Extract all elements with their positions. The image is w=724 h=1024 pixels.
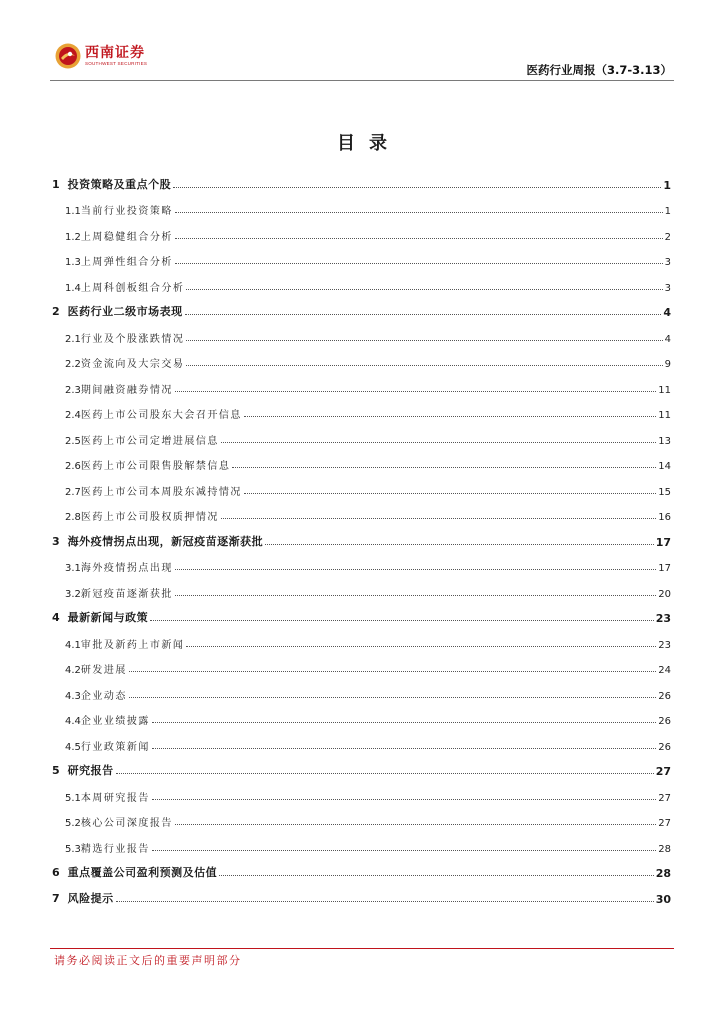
toc-leader-dots — [175, 595, 656, 596]
toc-entry-text: 上周弹性组合分析 — [80, 257, 173, 268]
toc-chapter-entry[interactable] — [50, 523, 671, 549]
toc-leader-dots — [116, 901, 654, 902]
toc-entry-text: 行业及个股涨跌情况 — [80, 333, 185, 345]
toc-leader-dots — [175, 569, 656, 570]
toc-chapter-entry[interactable] — [50, 880, 671, 906]
toc-entry-text: 投资策略及重点个股 — [67, 177, 172, 191]
toc-section-entry[interactable] — [50, 804, 671, 830]
toc-entry-number: 5.3 — [65, 843, 81, 855]
toc-page-number: 9 — [664, 359, 671, 370]
toc-entry-number: 6 — [52, 866, 60, 879]
header-divider — [50, 80, 674, 81]
toc-leader-dots — [175, 824, 656, 825]
toc-page-number: 27 — [655, 765, 671, 778]
toc-section-entry[interactable] — [50, 268, 671, 294]
toc-entry-text: 医药上市公司股权质押情况 — [80, 512, 219, 523]
toc-page-number: 20 — [658, 588, 671, 600]
toc-leader-dots — [265, 544, 654, 545]
toc-page-number: 14 — [658, 461, 671, 472]
toc-entry-number: 5.1 — [65, 792, 81, 804]
toc-page-number: 28 — [655, 867, 671, 880]
report-title: 医药行业周报（3.7-3.13） — [526, 63, 672, 77]
toc-entry-text: 重点覆盖公司盈利预测及估值 — [67, 866, 218, 879]
toc-entry-text: 海外疫情拐点出现，新冠疫苗逐渐获批 — [67, 534, 264, 548]
toc-entry-number: 2.7 — [65, 486, 81, 498]
toc-entry-number: 2.5 — [65, 435, 81, 447]
toc-chapter-entry[interactable] — [50, 753, 671, 779]
toc-leader-dots — [244, 416, 656, 417]
toc-entry-number: 4.4 — [65, 716, 81, 727]
toc-entry-label — [65, 432, 221, 447]
toc-page-number: 16 — [658, 512, 671, 523]
toc-leader-dots — [219, 875, 654, 876]
toc-page-number: 2 — [664, 231, 671, 243]
toc-entry-number: 4.3 — [65, 690, 81, 702]
toc-entry-text: 行业政策新闻 — [80, 741, 150, 753]
toc-entry-number: 4 — [52, 611, 60, 624]
toc-leader-dots — [152, 748, 656, 749]
toc-page-number: 17 — [658, 563, 671, 574]
toc-entry-label — [65, 253, 175, 268]
toc-entry-label — [65, 687, 129, 702]
toc-section-entry[interactable] — [50, 549, 671, 575]
toc-entry-number: 4.2 — [65, 665, 81, 676]
toc-entry-label — [65, 381, 175, 396]
toc-entry-text: 医药上市公司股东大会召开信息 — [80, 410, 242, 421]
toc-section-entry[interactable] — [50, 192, 671, 218]
toc-entry-label — [65, 712, 152, 727]
toc-section-entry[interactable] — [50, 778, 671, 804]
toc-leader-dots — [152, 799, 656, 800]
toc-leader-dots — [175, 391, 656, 392]
toc-leader-dots — [175, 238, 663, 239]
toc-page-number: 23 — [658, 639, 671, 651]
toc-leader-dots — [152, 850, 656, 851]
toc-section-entry[interactable] — [50, 829, 671, 855]
toc-entry-label — [65, 406, 244, 421]
toc-entry-label — [52, 762, 116, 778]
toc-entry-number: 1 — [52, 177, 60, 191]
toc-entry-number: 1.4 — [65, 282, 81, 294]
toc-entry-label — [65, 814, 175, 829]
toc-entry-number: 2 — [52, 305, 60, 318]
page-header — [50, 40, 674, 80]
toc-entry-text: 研究报告 — [67, 764, 114, 777]
toc-leader-dots — [185, 314, 662, 315]
toc-section-entry[interactable] — [50, 319, 671, 345]
footer-divider — [50, 948, 674, 949]
toc-section-entry[interactable] — [50, 447, 671, 473]
toc-entry-number: 1.1 — [65, 206, 81, 217]
toc-entry-label — [65, 457, 232, 472]
toc-page-number: 26 — [658, 690, 671, 702]
toc-leader-dots — [129, 671, 656, 672]
toc-entry-text: 资金流向及大宗交易 — [80, 359, 185, 370]
toc-entry-label — [65, 585, 175, 600]
toc-section-entry[interactable] — [50, 243, 671, 269]
toc-entry-text: 企业动态 — [80, 690, 127, 702]
toc-page-number: 27 — [658, 792, 671, 804]
toc-section-entry[interactable] — [50, 498, 671, 524]
toc-section-entry[interactable] — [50, 396, 671, 422]
toc-entry-text: 医药行业二级市场表现 — [67, 305, 183, 318]
toc-entry-label — [65, 789, 152, 804]
toc-entry-text: 企业业绩披露 — [80, 716, 150, 727]
toc-page-number: 1 — [663, 178, 671, 192]
toc-entry-text: 核心公司深度报告 — [80, 818, 173, 829]
toc-entry-label — [65, 661, 129, 676]
toc-entry-label — [65, 508, 221, 523]
toc-section-entry[interactable] — [50, 370, 671, 396]
toc-entry-label — [52, 303, 185, 319]
toc-entry-text: 海外疫情拐点出现 — [80, 563, 173, 574]
toc-page-number: 4 — [663, 306, 671, 319]
toc-entry-number: 2.6 — [65, 461, 81, 472]
toc-entry-number: 2.3 — [65, 384, 81, 396]
toc-leader-dots — [152, 722, 656, 723]
toc-page-number: 4 — [664, 333, 671, 345]
toc-entry-number: 3.2 — [65, 588, 81, 600]
logo-emblem-icon — [55, 43, 81, 69]
toc-entry-label — [52, 533, 265, 549]
toc-page-number: 27 — [658, 818, 671, 829]
brand-name-cn: 西南证券 — [85, 44, 145, 61]
toc-entry-number: 3 — [52, 534, 60, 548]
table-of-contents — [50, 166, 671, 906]
toc-entry-text: 本周研究报告 — [80, 792, 150, 804]
toc-entry-label — [65, 483, 244, 498]
toc-section-entry[interactable] — [50, 651, 671, 677]
toc-entry-text: 新冠疫苗逐渐获批 — [80, 588, 173, 600]
toc-section-entry[interactable] — [50, 702, 671, 728]
brand-logo — [55, 43, 147, 69]
toc-entry-label — [52, 609, 150, 625]
toc-entry-label — [52, 864, 219, 880]
toc-section-entry[interactable] — [50, 217, 671, 243]
toc-entry-number: 2.2 — [65, 359, 81, 370]
toc-entry-number: 2.4 — [65, 410, 81, 421]
toc-leader-dots — [244, 493, 656, 494]
toc-leader-dots — [221, 442, 656, 443]
toc-entry-label — [65, 228, 175, 243]
toc-leader-dots — [175, 263, 663, 264]
toc-chapter-entry[interactable] — [50, 294, 671, 320]
toc-leader-dots — [175, 212, 663, 213]
toc-entry-number: 2.1 — [65, 333, 81, 345]
toc-entry-label — [65, 279, 186, 294]
toc-page-number: 13 — [658, 435, 671, 447]
toc-page-number: 1 — [664, 206, 671, 217]
toc-page-number: 30 — [655, 892, 671, 906]
toc-entry-text: 最新新闻与政策 — [67, 611, 149, 624]
toc-leader-dots — [150, 620, 654, 621]
toc-entry-label — [65, 202, 175, 217]
toc-section-entry[interactable] — [50, 345, 671, 371]
toc-entry-label — [65, 840, 152, 855]
toc-entry-text: 期间融资融券情况 — [80, 384, 173, 396]
toc-entry-label — [65, 559, 175, 574]
toc-leader-dots — [186, 340, 662, 341]
toc-leader-dots — [116, 773, 654, 774]
toc-page-number: 26 — [658, 716, 671, 727]
toc-page-number: 11 — [658, 410, 671, 421]
toc-entry-number: 2.8 — [65, 512, 81, 523]
toc-entry-text: 上周科创板组合分析 — [80, 282, 185, 294]
toc-section-entry[interactable] — [50, 676, 671, 702]
toc-entry-text: 上周稳健组合分析 — [80, 231, 173, 243]
toc-page-number: 15 — [658, 486, 671, 498]
toc-chapter-entry[interactable] — [50, 855, 671, 881]
toc-entry-text: 精选行业报告 — [80, 843, 150, 855]
toc-leader-dots — [186, 365, 662, 366]
toc-entry-number: 4.5 — [65, 741, 81, 753]
toc-page-number: 23 — [655, 612, 671, 625]
toc-entry-number: 5.2 — [65, 818, 81, 829]
toc-page-number: 26 — [658, 741, 671, 753]
toc-page-number: 3 — [664, 282, 671, 294]
toc-section-entry[interactable] — [50, 727, 671, 753]
toc-entry-label — [65, 330, 186, 345]
toc-entry-number: 1.2 — [65, 231, 81, 243]
toc-leader-dots — [221, 518, 656, 519]
toc-page-number: 17 — [655, 535, 671, 549]
toc-entry-text: 医药上市公司定增进展信息 — [80, 435, 219, 447]
toc-leader-dots — [186, 289, 662, 290]
toc-entry-number: 3.1 — [65, 563, 81, 574]
toc-entry-text: 风险提示 — [67, 891, 114, 905]
toc-page-number: 24 — [658, 665, 671, 676]
toc-entry-text: 研发进展 — [80, 665, 127, 676]
toc-page-number: 3 — [664, 257, 671, 268]
toc-entry-text: 当前行业投资策略 — [80, 206, 173, 217]
toc-entry-label — [52, 176, 173, 192]
toc-entry-number: 5 — [52, 764, 60, 777]
toc-leader-dots — [129, 697, 656, 698]
toc-section-entry[interactable] — [50, 472, 671, 498]
toc-leader-dots — [186, 646, 656, 647]
toc-entry-number: 7 — [52, 891, 60, 905]
toc-entry-text: 审批及新药上市新闻 — [80, 639, 185, 651]
toc-entry-number: 1.3 — [65, 257, 81, 268]
toc-heading: 目录 — [337, 133, 401, 154]
toc-entry-number: 4.1 — [65, 639, 81, 651]
toc-chapter-entry[interactable] — [50, 166, 671, 192]
footer-disclaimer: 请务必阅读正文后的重要声明部分 — [54, 954, 242, 967]
toc-entry-label — [52, 890, 116, 906]
toc-section-entry[interactable] — [50, 625, 671, 651]
toc-leader-dots — [173, 187, 661, 188]
toc-entry-text: 医药上市公司本周股东减持情况 — [80, 486, 242, 498]
toc-entry-label — [65, 355, 186, 370]
toc-entry-label — [65, 636, 186, 651]
toc-leader-dots — [232, 467, 656, 468]
toc-chapter-entry[interactable] — [50, 600, 671, 626]
toc-section-entry[interactable] — [50, 421, 671, 447]
brand-name-en: SOUTHWEST SECURITIES — [85, 60, 148, 66]
toc-entry-text: 医药上市公司限售股解禁信息 — [80, 461, 231, 472]
toc-page-number: 28 — [658, 843, 671, 855]
toc-page-number: 11 — [658, 384, 671, 396]
toc-section-entry[interactable] — [50, 574, 671, 600]
toc-entry-label — [65, 738, 152, 753]
